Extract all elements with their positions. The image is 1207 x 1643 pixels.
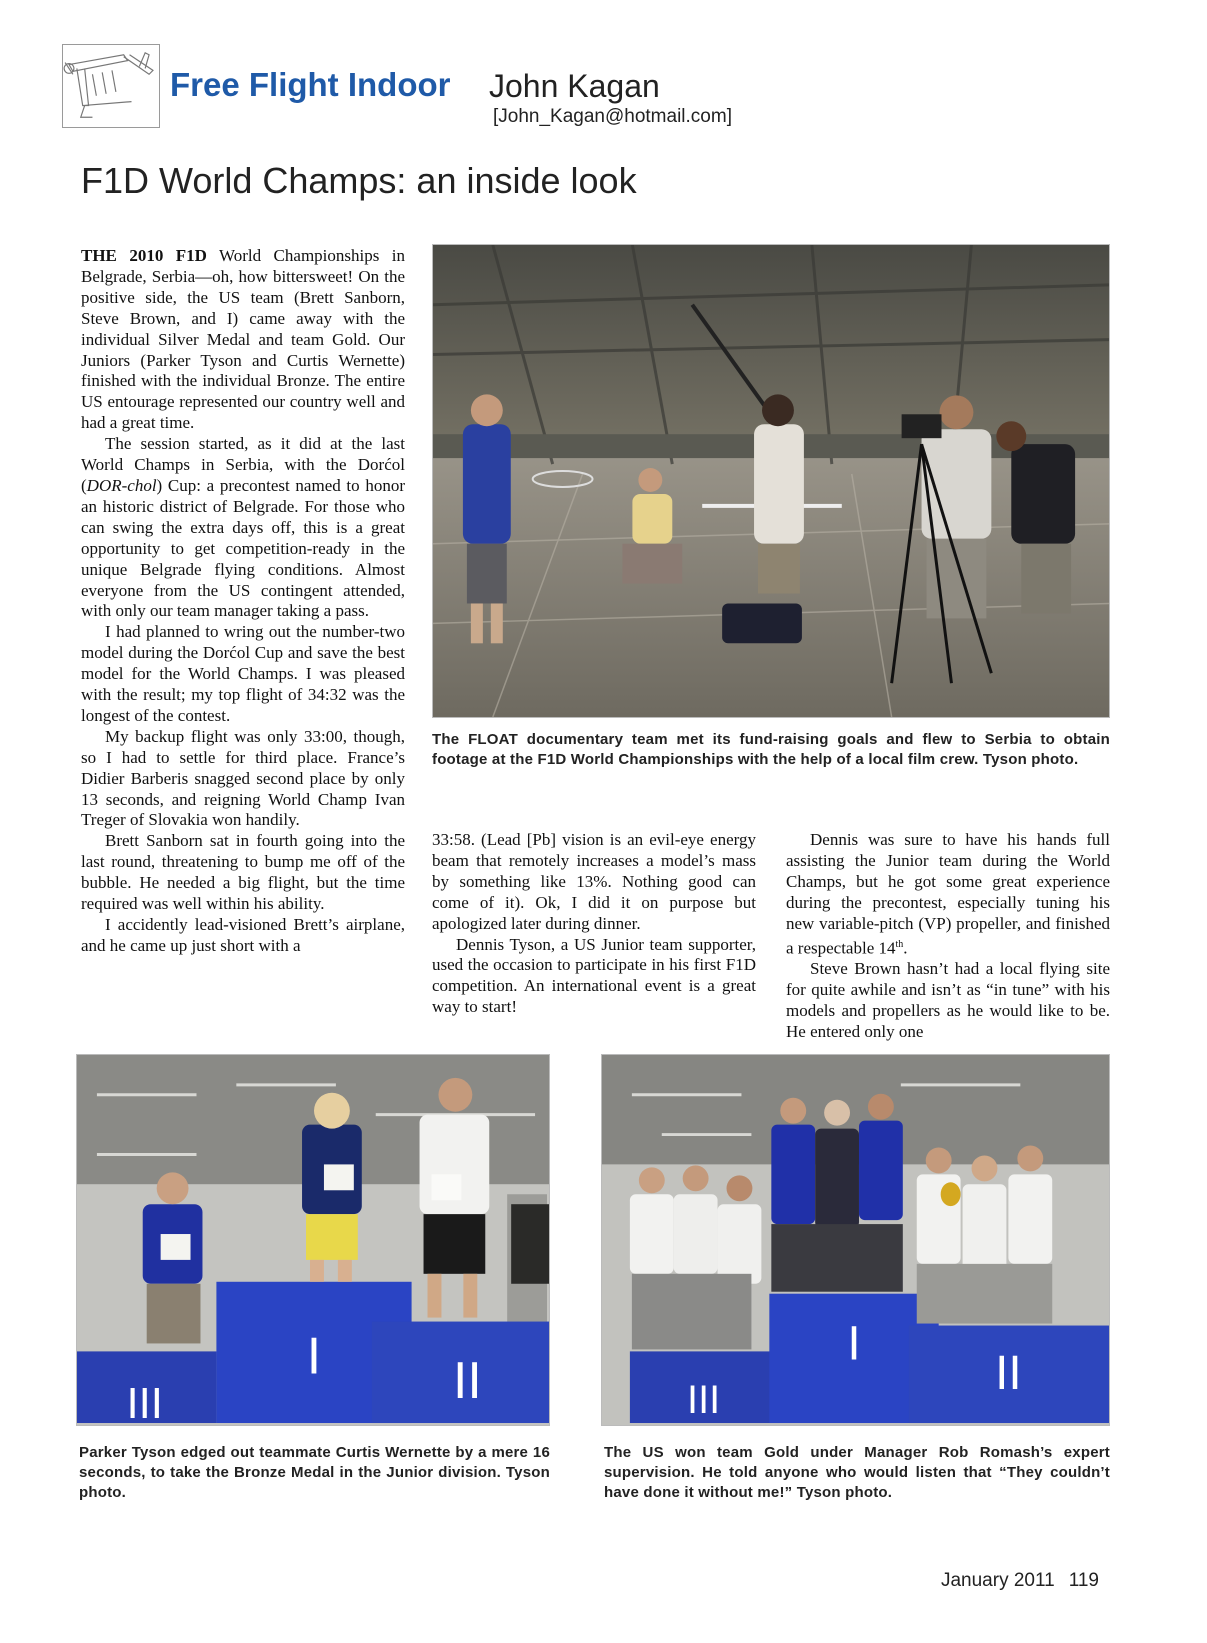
team-podium-third-label: III [687, 1378, 721, 1423]
article-column-2 [432, 830, 756, 1018]
paragraph-text: Dennis was sure to have his hands full assisting the Junior team during the World Champs, but he got some great experience during the precontest, especially tuning his new variable-pitch (VP) propeller, and finished a respectable 14 [786, 830, 1110, 958]
team-podium-first-label: I [847, 1317, 861, 1371]
paragraph-text: ) Cup: a precontest named to honor an historic district of Belgrade. For those who can swing the extra days off, this is a great opportunity to get competition-ready in the unique Belgrade flying conditions. Almost everyone from the US contingent attended, with only our team manager taking a pass. [81, 475, 405, 621]
podium-third-label: III [126, 1379, 163, 1425]
article-column-3 [786, 830, 1110, 1043]
lead-in: THE 2010 F1D [81, 246, 207, 265]
paragraph: Brett Sanborn sat in fourth going into the last round, threatening to bump me off of the bubble. He needed a big flight, but the time required was well within his ability. [81, 831, 405, 914]
photo-junior-podium [76, 1054, 550, 1426]
paragraph-text: World Championships in Belgrade, Serbia—oh, how bittersweet! On the positive side, the US team (Brett Sanborn, Steve Brown, and I) came away with the individual Silver Medal and team Gold. Our Juniors (Parker Tyson and Curtis Wernette) finished with the individual Bronze. The entire US entourage represented our country well and had a great time. [81, 246, 406, 433]
page-footer [941, 1570, 1099, 1592]
article-title: F1D World Champs: an inside look [81, 160, 637, 201]
paragraph-text: . [903, 938, 908, 958]
paragraph [81, 246, 405, 434]
paragraph: My backup flight was only 33:00, though, so I had to settle for third place. France’s Didier Barberis snagged second place by only 13 seconds, and reigning World Champ Ivan Treger of Slovakia won handily. [81, 726, 405, 830]
rubber-model-airplane-icon [63, 45, 159, 127]
caption-team-podium: The US won team Gold under Manager Rob Romash’s expert supervision. He told anyone who would listen that “They couldn’t have done it without me!” Tyson photo. [604, 1444, 1110, 1501]
paragraph [81, 434, 405, 622]
author-name: John Kagan [489, 68, 660, 104]
caption-junior-podium: Parker Tyson edged out teammate Curtis Wernette by a mere 16 seconds, to take the Bronze Medal in the Junior division. Tyson photo. [79, 1444, 550, 1501]
photo-documentary-crew [432, 244, 1110, 718]
paragraph: I accidently lead-visioned Brett’s airplane, and he came up just short with a [81, 915, 405, 955]
team-podium-second-label: II [995, 1347, 1022, 1401]
photo-team-podium [601, 1054, 1110, 1426]
podium-second-label: II [452, 1351, 482, 1410]
paragraph [786, 830, 1110, 959]
paragraph: Dennis Tyson, a US Junior team supporter, used the occasion to participate in his first F1D competition. An international event is a great way to start! [432, 934, 756, 1017]
pronunciation: DOR-chol [86, 475, 157, 495]
ordinal-suffix: th [895, 938, 904, 950]
paragraph: Steve Brown hasn’t had a local flying site for quite awhile and isn’t as “in tune” with his models and propellers as he would like to be. He entered only one [786, 959, 1110, 1041]
page-number: 119 [1068, 1570, 1099, 1591]
caption-documentary-crew: The FLOAT documentary team met its fund-raising goals and flew to Serbia to obtain footage at the F1D World Championships with the help of a local film crew. Tyson photo. [432, 731, 1110, 768]
department-logo [62, 44, 160, 128]
article-column-1 [81, 246, 405, 957]
paragraph: 33:58. (Lead [Pb] vision is an evil-eye energy beam that remotely increases a model’s mass by something like 13%. Nothing good can come of it). Ok, I did it on purpose but apologized later during dinner. [432, 830, 756, 933]
author-email[interactable]: [John_Kagan@hotmail.com] [493, 106, 732, 127]
department-title: Free Flight Indoor [170, 66, 451, 103]
paragraph-text: The session started, as it did at the last World Champs in Serbia, with the Dorćol ( [81, 434, 405, 495]
issue-date: January 2011 [940, 1570, 1055, 1591]
paragraph: I had planned to wring out the number-two model during the Dorćol Cup and save the best model for the World Champs. I was pleased with the result; my top flight of 34:32 was the longest of the contest. [81, 622, 405, 725]
podium-first-label: I [306, 1326, 322, 1385]
